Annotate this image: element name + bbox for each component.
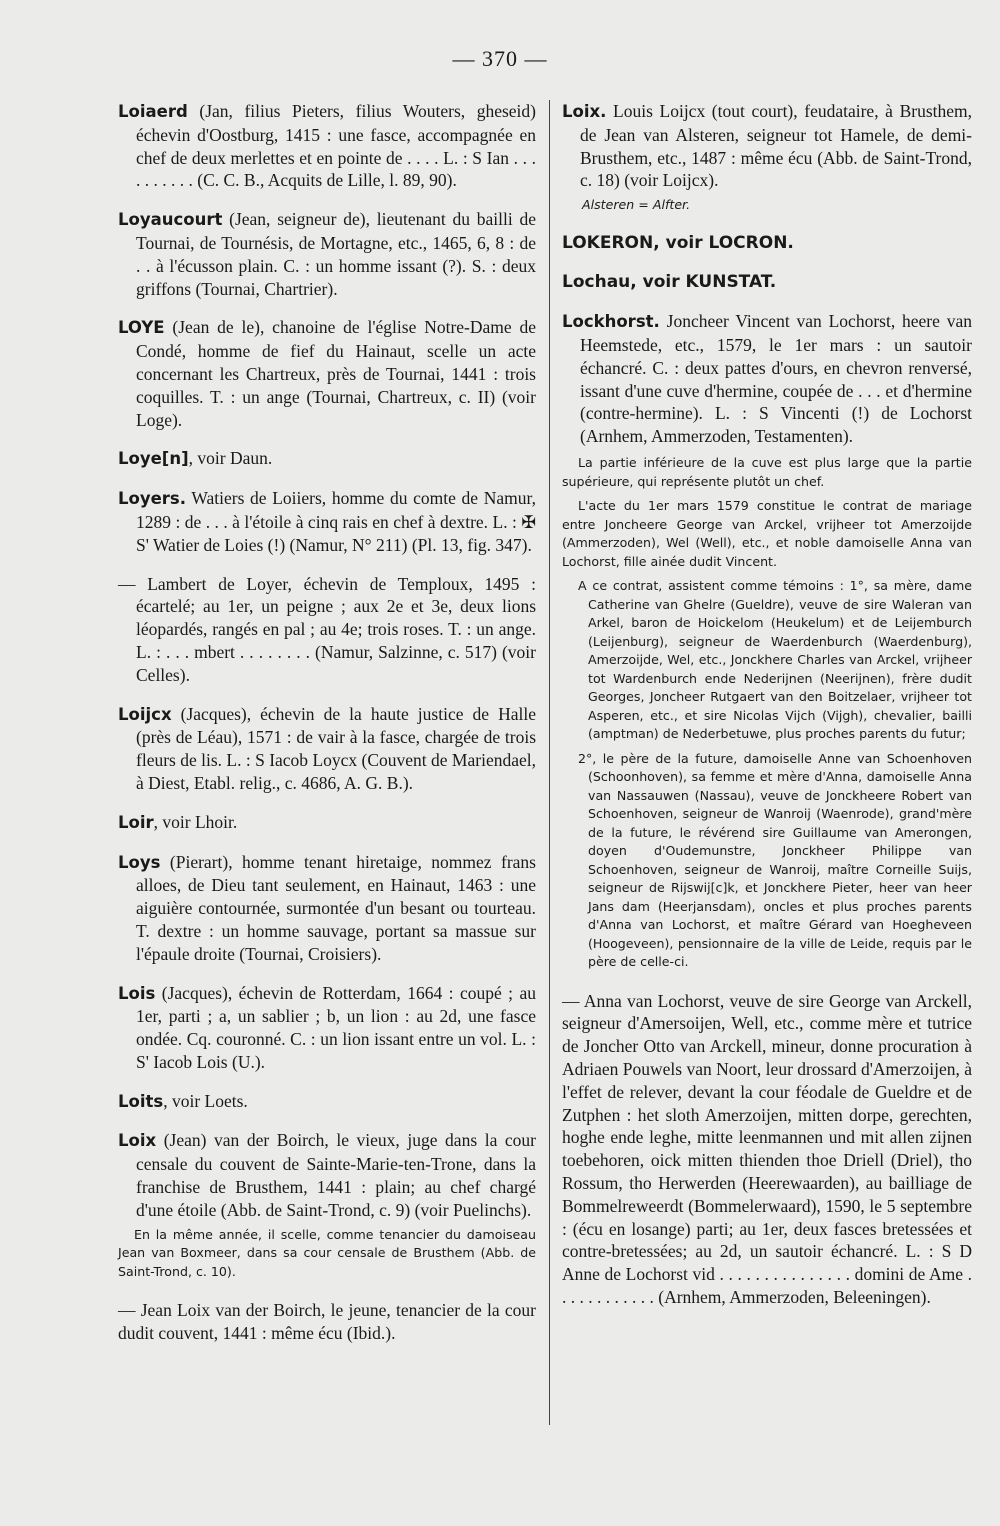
- column-divider: [549, 100, 550, 1425]
- note-cuve: La partie inférieure de la cuve est plus large que la partie supérieure, qui représente plutôt un chef.: [562, 455, 972, 489]
- entry-lokeron: [562, 231, 972, 255]
- entry-head: Loir: [118, 812, 154, 832]
- entry-head: Lochau, voir KUNSTAT.: [562, 272, 777, 293]
- entry-lockhorst: [562, 310, 972, 448]
- entry-text: (Jan, filius Pieters, filius Wouters, gheseid) échevin d'Oostburg, 1415 : une fasce, accompagnée en chef de deux merlettes et en pointe de . . . . L. : S Ian . . . . . . . . . . (C. C. B., Acquits de Lille, l. 89, 90).: [136, 101, 536, 191]
- entry-anna-van-lochorst: — Anna van Lochorst, veuve de sire George van Arckell, seigneur d'Amersoijen, Well, etc., comme mère et tutrice de Joncher Otto van Arckell, mineur, donne procuration à Adriaen Pouwels van Noort, leur drossard d'Amerzoijen, à l'effet de relever, devant la cour féodale de Gueldre et de Zutphen : het sloth Amerzoijen, mitten dorpe, gerechten, hoghe ende leghe, mitte leenmannen und mit allen zijnen toebehoren, oick mitten thienden thoe Driell (Driel), tho Rossum, tho Herwerden (Heerewaarden), au bailliage de Bommelreweerdt (Bommelerwaard), 1590, le 5 septembre : (écu en losange) parti; au 1er, deux fasces bretessées et contre-bretessées; au 2d, un sautoir échancré. L. : S D Anne de Lochorst vid . . . . . . . . . . . . . . . domini de Ame . . . . . . . . . . . . (Arnhem, Ammerzoden, Beleeningen).: [562, 990, 972, 1307]
- note-temoins-2: 2°, le père de la future, damoiselle Anne van Schoenhoven (Schoonhoven), sa femme et mère d'Anna, damoiselle Anna van Nassauwen (Nassau), veuve de Jonckheere Robert van Schoenhoven, seigneur de Wanroij (Waenrode), grand'mère de la future, le révérend sire Guillaume van Amerongen, doyen d'Oudemunstre, Jonckheer Philippe van Schoenhoven, seigneur de Wanroij, maître Corneille Suijs, seigneur de Rijswij[c]k, et Jonckhere Pieter, heer van heer Jans dam (Heerjansdam), oncles et plus proches parents d'Anna van Lochorst, et maître Gérard van Hoegheveen (Hoogeveen), pensionnaire de la ville de Leide, requis par le père de celle-ci.: [578, 750, 972, 970]
- entry-text: — Lambert de Loyer, échevin de Temploux, 1495 : écartelé; au 1er, un peigne ; aux 2e et 3e, deux lions léopardés, rangés en pal ; au 4e; trois roses. T. : un ange. L. : . . . mbert . . . . . . . . (Namur, Salzinne, c. 517) (voir Celles).: [118, 573, 536, 685]
- entry-text: (Jean) van der Boirch, le vieux, juge dans la cour censale du couvent de Sainte-Marie-ten-Trone, dans la franchise de Brusthem, 1441 : plain; au chef chargé d'une étoile (Abb. de Saint-Trond, c. 9) (voir Puelinchs).: [136, 1130, 536, 1220]
- entry-left: [118, 1129, 536, 1221]
- entry-text: , voir Lhoir.: [153, 811, 238, 832]
- entry-head: Loix.: [562, 102, 607, 121]
- entry-text: (Jean de le), chanoine de l'église Notre-Dame de Condé, homme de fief du Hainaut, scelle un acte concernant les Chartreux, près de Tournai, 1441 : trois coquilles. T. : un ange (Tournai, Chartreux, c. II) (voir Loge).: [136, 317, 536, 430]
- entry-text: , voir Loets.: [163, 1090, 248, 1111]
- entry-left: [118, 703, 536, 795]
- entry-text: (Jacques), échevin de la haute justice de Halle (près de Léau), 1571 : de vair à la fasce, chargée de trois fleurs de lis. L. : S Iacob Loycx (Couvent de Mariendael, à Diest, Etabl. relig., c. 4686, A. G. B.).: [136, 703, 536, 793]
- entry-loix-louis: [562, 100, 972, 192]
- entry-text: Louis Loijcx (tout court), feudataire, à Brusthem, de Jean van Alsteren, seigneur tot Hamele, de demi-Brusthem, etc., 1487 : même écu (Abb. de Saint-Trond, c. 18) (voir Loijcx).: [580, 101, 972, 191]
- entry-jean-loix-jeune: — Jean Loix van der Boirch, le jeune, tenancier de la cour dudit couvent, 1441 : même écu (Ibid.).: [118, 1300, 536, 1343]
- entry-head: Loyaucourt: [118, 210, 223, 230]
- right-column: [562, 100, 972, 1325]
- page-number: — 370 —: [452, 46, 548, 71]
- entry-left: [118, 208, 536, 300]
- note-acte: L'acte du 1er mars 1579 constitue le contrat de mariage entre Joncheere George van Arckel, vrijheer tot Amerzoijde (Ammerzoden), Wel (Well), etc., et noble damoiselle Anna van Lochorst, fille ainée dudit Vincent.: [562, 498, 972, 569]
- entry-lochau: [562, 270, 972, 294]
- entry-text: (Jean, seigneur de), lieutenant du bailli de Tournai, de Tournésis, de Mortagne, etc., 1465, 6, 8 : de . . à l'écusson plain. C. : un homme issant (?). S. : deux griffons (Tournai, Chartrier).: [136, 209, 536, 299]
- entry-left: [118, 1090, 536, 1114]
- entry-head: Lockhorst.: [562, 312, 660, 332]
- note-alsteren: Alsteren = Alfter.: [582, 197, 691, 213]
- entry-left: [118, 447, 536, 471]
- entry-head: Loijcx: [118, 704, 172, 724]
- entry-text: , voir Daun.: [188, 448, 273, 469]
- entry-left: [118, 573, 536, 687]
- entry-head: Loye[n]: [118, 449, 189, 469]
- note-boxmeer: En la même année, il scelle, comme tenancier du damoiseau Jean van Boxmeer, dans sa cour censale de Brusthem (Abb. de Saint-Trond, c. 10).: [118, 1226, 536, 1279]
- entry-left: [118, 487, 536, 556]
- entry-text: Watiers de Loiiers, homme du comte de Namur, 1289 : de . . . à l'étoile à cinq rais en chef à dextre. L. : ✠ S' Watier de Loies (!) (Namur, N° 211) (Pl. 13, fig. 347).: [136, 488, 536, 555]
- entry-head: Loyers.: [118, 489, 187, 509]
- entry-head: Loits: [118, 1091, 164, 1111]
- entry-text: (Pierart), homme tenant hiretaige, nommez frans alloes, de Dieu tant seulement, en Hainaut, 1463 : une aiguière contournée, surmontée d'un besant ou tourteau. T. dextre : un homme sauvage, portant sa massue sur l'épaule droite (Tournai, Croisiers).: [136, 851, 536, 964]
- entry-head: Loiaerd: [118, 102, 188, 121]
- entry-head: Lois: [118, 983, 156, 1003]
- entry-text: (Jacques), échevin de Rotterdam, 1664 : coupé ; au 1er, parti ; a, un sablier ; b, un lion : au 2d, une fasce ondée. Cq. couronné. C. : un lion issant entre un vol. L. : S' Iacob Lois (U.).: [136, 982, 536, 1072]
- entry-left: [118, 851, 536, 966]
- entry-left: [118, 982, 536, 1074]
- entry-text: Joncheer Vincent van Lochorst, heere van Heemstede, etc., 1579, le 1er mars : un sautoir échancré. C. : deux pattes d'ours, en chevron renversé, issant d'une cuve d'hermine, coupée de . . . et d'hermine (contre-hermine). L. : S Vincenti (!) de Lochorst (Arnhem, Ammerzoden, Testamenten).: [580, 311, 972, 447]
- left-column: [118, 100, 536, 1361]
- entry-left: [118, 811, 536, 835]
- entry-head: LOKERON, voir LOCRON.: [562, 232, 794, 253]
- note-temoins-1: A ce contrat, assistent comme témoins : 1°, sa mère, dame Catherine van Ghelre (Gueldre), veuve de sire Waleran van Arkel, baron de Hoickelom (Heukelum) et de Leijemburch (Leijenburg), seigneur de Waerdenburch (Waerdenburg), Amerzoijde, Wel, etc., Jonckhere Charles van Arckel, vrijheer tot Wardenburch ende Nederijnen (Neerijnen), frère dudit Georges, Joncheer Rutgaert van den Boitzelaer, vrijheer tot Asperen, etc., et sire Nicolas Vijch (Vijgh), chevalier, bailli (amptman) de Nederbetuwe, plus proches parents du futur;: [578, 578, 972, 742]
- entry-left: [118, 316, 536, 431]
- entry-head: Loys: [118, 852, 161, 872]
- entry-head: LOYE: [118, 318, 165, 338]
- entry-left: [118, 100, 536, 192]
- entry-head: Loix: [118, 1131, 157, 1151]
